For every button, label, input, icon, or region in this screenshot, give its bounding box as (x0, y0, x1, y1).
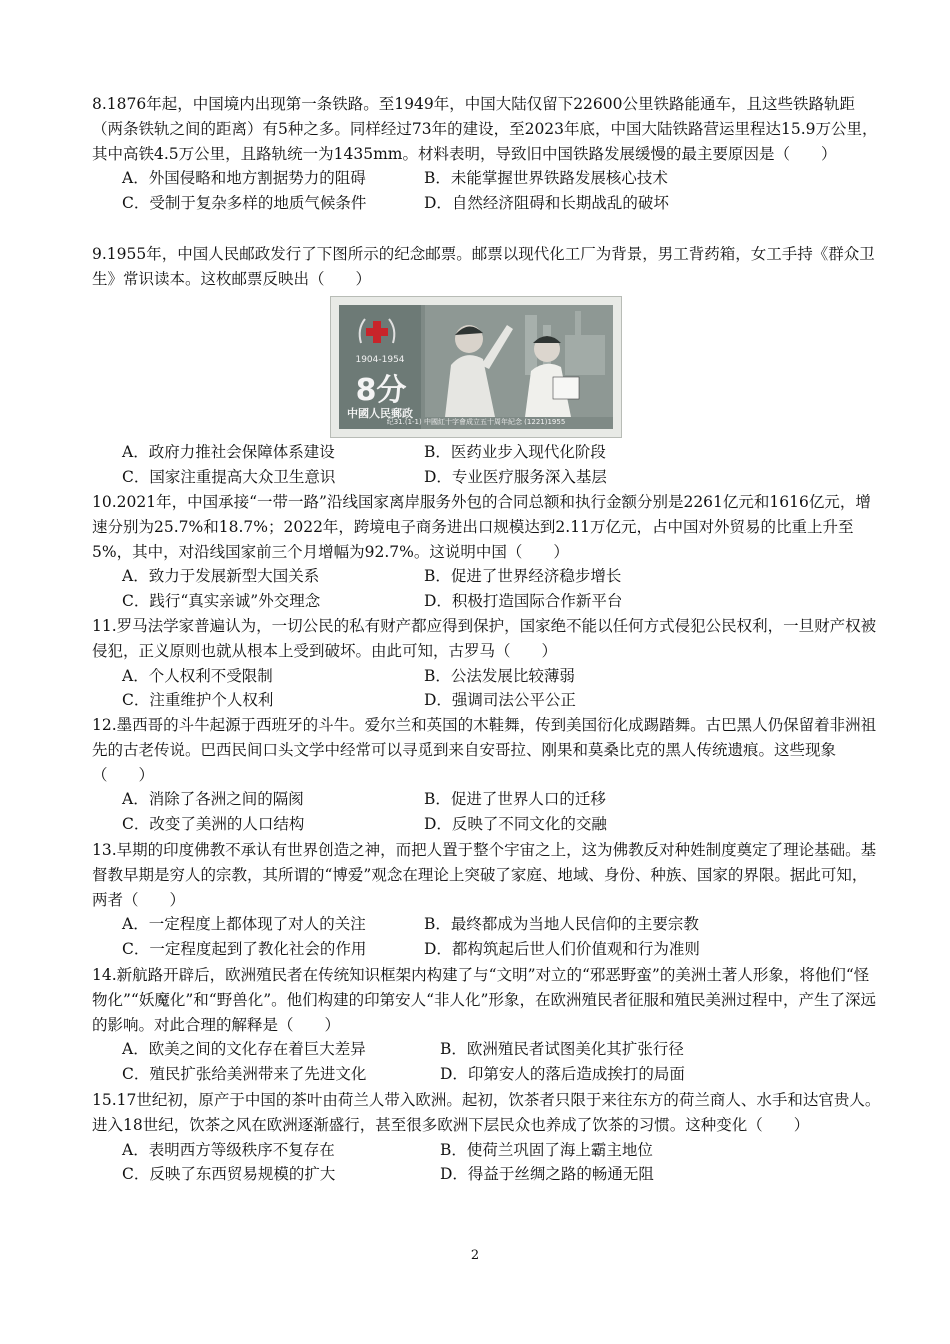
option-d[interactable]: D．专业医疗服务深入基层 (424, 467, 607, 486)
option-a[interactable]: A．个人权利不受限制 (122, 666, 273, 685)
option-b[interactable]: B．公法发展比较薄弱 (424, 666, 575, 685)
option-a[interactable]: A．欧美之间的文化存在着巨大差异 (122, 1040, 366, 1059)
stamp-caption: 纪31.(1-1) 中國紅十字會成立五十周年紀念 (1221)1955 (386, 418, 566, 426)
option-d[interactable]: D．反映了不同文化的交融 (424, 815, 607, 834)
red-cross-emblem-icon (355, 313, 399, 351)
question-8 (92, 92, 882, 216)
question-9 (92, 242, 882, 292)
question-number: 11. (92, 617, 117, 635)
question-stem: 12.墨西哥的斗牛起源于西班牙的斗牛。爱尔兰和英国的木鞋舞，传到美国衍化成踢踏舞。古巴黑人仍保留着非洲祖先的古老传说。巴西民间口头文学中经常可以寻觅到来自安哥拉、刚果和莫桑比克的黑人传统遗痕。这些现象（ ） (92, 713, 882, 787)
question-stem: 8.1876年起，中国境内出现第一条铁路。至1949年，中国大陆仅留下22600公里铁路能通车，且这些铁路轨距（两条铁轨之间的距离）有5种之多。同样经过73年的建设，至2023年底，中国大陆铁路营运里程达15.9万公里，其中高铁4.5万公里，且路轨统一为1435mm。材料表明，导致旧中国铁路发展缓慢的最主要原因是（ ） (92, 92, 882, 166)
question-11 (92, 614, 882, 713)
option-d[interactable]: D．都构筑起后世人们价值观和行为准则 (424, 940, 700, 959)
question-stem: 10.2021年，中国承接“一带一路”沿线国家离岸服务外包的合同总额和执行金额分别是2261亿元和1616亿元，增速分别为25.7%和18.7%；2022年，跨境电子商务进出口规模达到2.11万亿元，占中国对外贸易的比重上升至5%，其中，对沿线国家前三个月增幅为92.7%。这说明中国（ ） (92, 490, 882, 564)
question-number: 15. (92, 1091, 117, 1109)
stamp-left-panel (339, 305, 421, 429)
option-d[interactable]: D．得益于丝绸之路的畅通无阻 (440, 1165, 654, 1184)
option-b[interactable]: B．未能掌握世界铁路发展核心技术 (424, 169, 668, 188)
options (92, 1138, 882, 1188)
question-number: 9. (92, 245, 107, 263)
option-a[interactable]: A．消除了各洲之间的隔阂 (122, 790, 304, 809)
option-c[interactable]: C．殖民扩张给美洲带来了先进文化 (122, 1065, 367, 1084)
stamp-face (339, 305, 613, 429)
question-number: 12. (92, 716, 117, 734)
options (92, 440, 882, 490)
question-10 (92, 490, 882, 614)
option-d[interactable]: D．强调司法公平公正 (424, 691, 576, 710)
options (92, 166, 882, 216)
commemorative-stamp-image (330, 296, 622, 438)
page-number: 2 (470, 1248, 480, 1263)
question-14 (92, 963, 882, 1087)
options (92, 664, 882, 714)
option-a[interactable]: A．致力于发展新型大国关系 (122, 567, 320, 586)
option-c[interactable]: C．反映了东西贸易规模的扩大 (122, 1165, 336, 1184)
question-stem: 13.早期的印度佛教不承认有世界创造之神，而把人置于整个宇宙之上，这为佛教反对种姓制度奠定了理论基础。基督教早期是穷人的宗教，其所谓的“博爱”观念在理论上突破了家庭、地域、身份、种族、国家的界限。据此可知，两者（ ） (92, 838, 882, 912)
option-b[interactable]: B．医药业步入现代化阶段 (424, 443, 606, 461)
option-d[interactable]: D．自然经济阻碍和长期战乱的破坏 (424, 194, 669, 213)
stamp-illustration (425, 305, 613, 417)
option-a[interactable]: A．表明西方等级秩序不复存在 (122, 1140, 335, 1159)
question-12 (92, 713, 882, 837)
stamp-value: 8分 (355, 373, 407, 408)
question-number: 14. (92, 966, 117, 984)
option-c[interactable]: C．践行“真实亲诚”外交理念 (122, 592, 321, 611)
option-c[interactable]: C．国家注重提高大众卫生意识 (122, 467, 336, 486)
option-c[interactable]: C．注重维护个人权利 (122, 691, 274, 710)
option-b[interactable]: B．最终都成为当地人民信仰的主要宗教 (424, 915, 699, 934)
question-stem: 14.新航路开辟后，欧洲殖民者在传统知识框架内构建了与“文明”对立的“邪恶野蛮”的美洲土著人形象，将他们“怪物化”“妖魔化”和“野兽化”。他们构建的印第安人“非人化”形象，在欧洲殖民者征服和殖民美洲过程中，产生了深远的影响。对此合理的解释是（ ） (92, 963, 882, 1037)
options (92, 564, 882, 614)
option-b[interactable]: B．促进了世界人口的迁移 (424, 790, 606, 809)
question-stem: 15.17世纪初，原产于中国的茶叶由荷兰人带入欧洲。起初，饮茶者只限于来往东方的荷兰商人、水手和达官贵人。进入18世纪，饮茶之风在欧洲逐渐盛行，甚至很多欧洲下层民众也养成了饮茶的习惯。这种变化（ ） (92, 1088, 882, 1138)
question-13 (92, 838, 882, 962)
option-a[interactable]: A．外国侵略和地方割据势力的阻碍 (122, 169, 366, 188)
option-a[interactable]: A．政府力推社会保障体系建设 (122, 443, 335, 461)
question-15 (92, 1088, 882, 1187)
option-a[interactable]: A．一定程度上都体现了对人的关注 (122, 915, 366, 934)
options (92, 1037, 882, 1087)
question-number: 8. (92, 95, 107, 113)
question-number: 13. (92, 841, 117, 859)
question-stem: 9.1955年，中国人民邮政发行了下图所示的纪念邮票。邮票以现代化工厂为背景，男工背药箱，女工手持《群众卫生》常识读本。这枚邮票反映出（ ） (92, 242, 882, 292)
option-d[interactable]: D．印第安人的落后造成挨打的局面 (440, 1065, 685, 1084)
option-b[interactable]: B．促进了世界经济稳步增长 (424, 567, 622, 586)
stamp-years: 1904-1954 (355, 355, 405, 365)
option-b[interactable]: B．欧洲殖民者试图美化其扩张行径 (440, 1040, 684, 1059)
options (92, 787, 882, 837)
question-number: 10. (92, 493, 117, 511)
option-c[interactable]: C．受制于复杂多样的地质气候条件 (122, 194, 367, 213)
question-stem: 11.罗马法学家普遍认为，一切公民的私有财产都应得到保护，国家绝不能以任何方式侵犯公民权利，一旦财产权被侵犯，正义原则也就从根本上受到破坏。由此可知，古罗马（ ） (92, 614, 882, 664)
option-d[interactable]: D．积极打造国际合作新平台 (424, 592, 623, 611)
option-c[interactable]: C．一定程度起到了教化社会的作用 (122, 940, 367, 959)
option-b[interactable]: B．使荷兰巩固了海上霸主地位 (440, 1140, 653, 1159)
option-c[interactable]: C．改变了美洲的人口结构 (122, 815, 305, 834)
stamp-country: 中國人民郵政 (347, 407, 413, 420)
options (92, 912, 882, 962)
question-9-options (92, 440, 882, 490)
